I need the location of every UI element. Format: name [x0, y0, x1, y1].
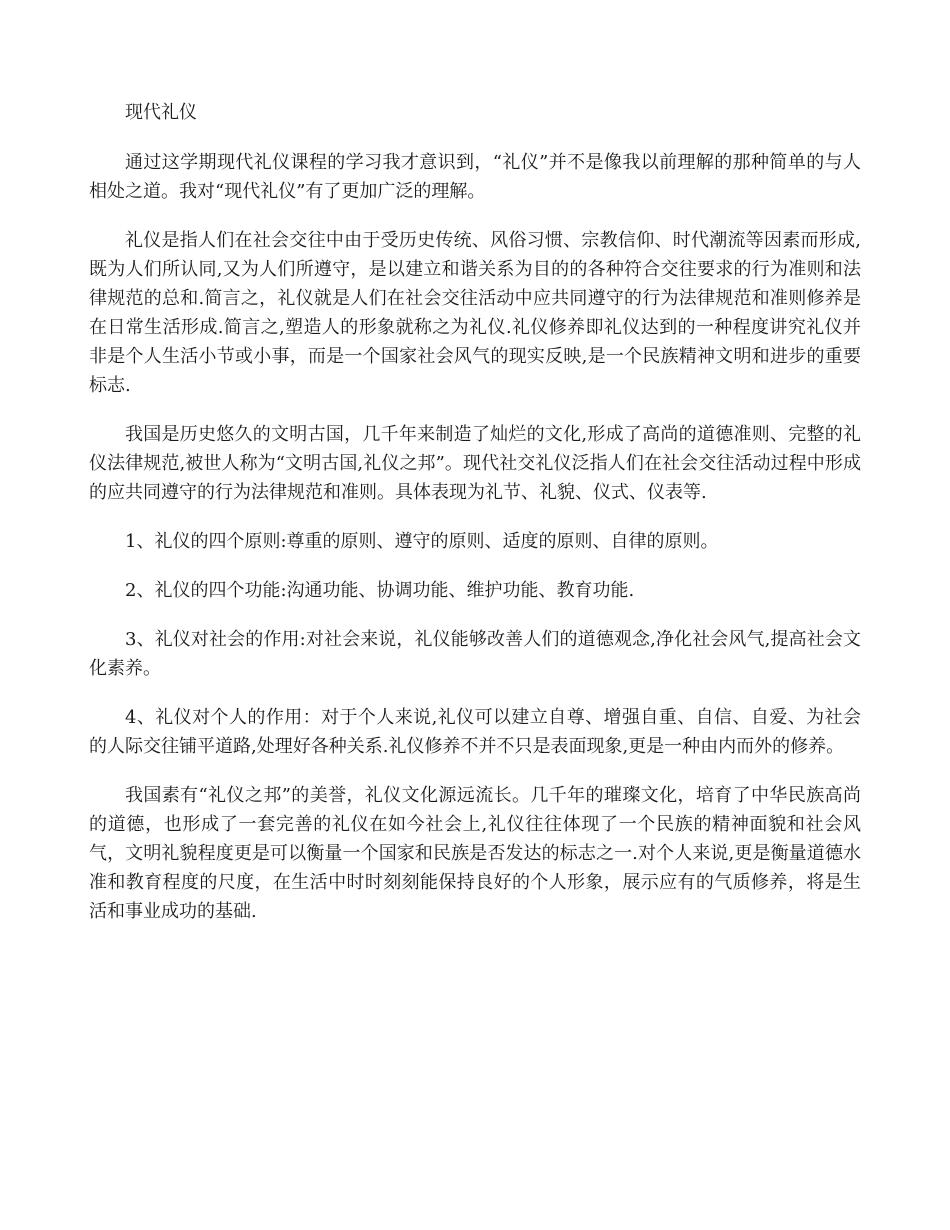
paragraph-definition: 礼仪是指人们在社会交往中由于受历史传统、风俗习惯、宗教信仰、时代潮流等因素而形成,既为人们所认同,又为人们所遵守，是以建立和谐关系为目的的各种符合交往要求的行为准则和法律规范的总和.简言之，礼仪就是人们在社会交往活动中应共同遵守的行为法律规范和准则修养是在日常生活形成.简言之,塑造人的形象就称之为礼仪.礼仪修养即礼仪达到的一种程度讲究礼仪并非是个人生活小节或小事，而是一个国家社会风气的现实反映,是一个民族精神文明和进步的重要标志. [89, 230, 861, 396]
document-page [89, 98, 861, 946]
paragraph-functions: 2、礼仪的四个功能:沟通功能、协调功能、维护功能、教育功能. [125, 580, 635, 601]
paragraph-social-role: 3、礼仪对社会的作用:对社会来说，礼仪能够改善人们的道德观念,净化社会风气,提高社会文化素养。 [89, 629, 861, 679]
paragraph-conclusion: 我国素有“礼仪之邦”的美誉，礼仪文化源远流长。几千年的璀璨文化，培育了中华民族高尚的道德，也形成了一套完善的礼仪在如今社会上,礼仪往往体现了一个民族的精神面貌和社会风气，文明礼貌程度更是可以衡量一个国家和民族是否发达的标志之一.对个人来说,更是衡量道德水准和教育程度的尺度，在生活中时时刻刻能保持良好的个人形象，展示应有的气质修养，将是生活和事业成功的基础. [89, 785, 861, 922]
paragraph-personal-role: 4、礼仪对个人的作用：对于个人来说,礼仪可以建立自尊、增强自重、自信、自爱、为社会的人际交往铺平道路,处理好各种关系.礼仪修养不并不只是表面现象,更是一种由内而外的修养。 [89, 707, 861, 757]
paragraph-history: 我国是历史悠久的文明古国，几千年来制造了灿烂的文化,形成了高尚的道德准则、完整的礼仪法律规范,被世人称为“文明古国,礼仪之邦”。现代社交礼仪泛指人们在社会交往活动过程中形成的应共同遵守的行为法律规范和准则。具体表现为礼节、礼貌、仪式、仪表等. [89, 424, 861, 503]
paragraph-principles: 1、礼仪的四个原则:尊重的原则、遵守的原则、适度的原则、自律的原则。 [125, 531, 719, 552]
document-title: 现代礼仪 [125, 102, 197, 123]
paragraph-intro: 通过这学期现代礼仪课程的学习我才意识到，“礼仪”并不是像我以前理解的那种简单的与人相处之道。我对“现代礼仪”有了更加广泛的理解。 [89, 152, 861, 202]
